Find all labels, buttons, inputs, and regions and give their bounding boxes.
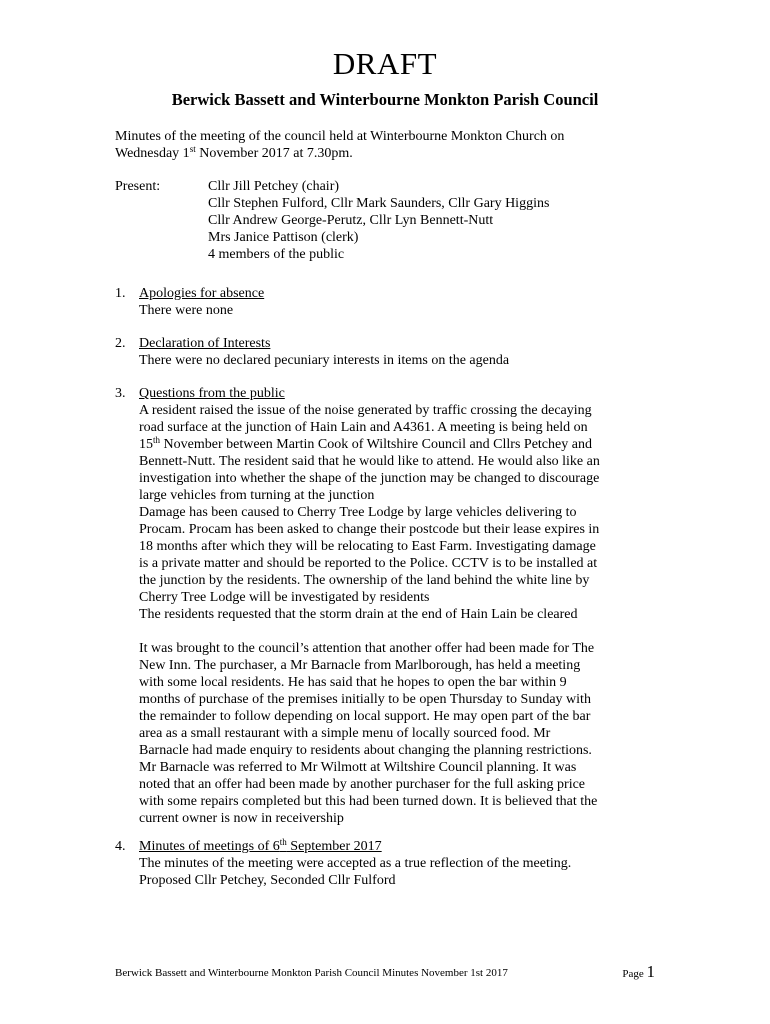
- heading-post: September 2017: [286, 839, 382, 854]
- present-name: 4 members of the public: [208, 247, 345, 262]
- item-line: the remainder to follow depending on local support. He may open part of the bar: [139, 709, 591, 724]
- page-label: Page: [622, 968, 647, 980]
- item-heading: Apologies for absence: [139, 286, 265, 301]
- item-text: There were none: [139, 303, 234, 318]
- item-line: Mr Barnacle was referred to Mr Wilmott at Wiltshire Council planning. It was: [139, 760, 577, 775]
- item-line: A resident raised the issue of the noise generated by traffic crossing the decaying: [139, 403, 592, 418]
- intro-line-1: Minutes of the meeting of the council held at Winterbourne Monkton Church on: [115, 129, 565, 144]
- item-line: months of purchase of the premises initially to be open Thursday to Sunday with: [139, 692, 591, 707]
- item-line: area as a small restaurant with a simple menu of locally sourced food. Mr: [139, 726, 551, 741]
- item-number: 4.: [115, 839, 126, 854]
- item-line: [139, 436, 659, 453]
- date-sup: th: [153, 435, 161, 445]
- present-label: Present:: [115, 179, 161, 194]
- heading-sup: th: [279, 837, 287, 847]
- intro-date-pre: Wednesday 1: [115, 146, 190, 161]
- item-line: 18 months after which they will be relocating to East Farm. Investigating damage: [139, 539, 596, 554]
- draft-heading: DRAFT: [332, 46, 438, 81]
- item-body: [139, 385, 659, 827]
- item-line: the junction by the residents. The ownership of the land behind the white line by: [139, 573, 590, 588]
- item-text: There were no declared pecuniary interests in items on the agenda: [139, 353, 510, 368]
- item-body: [139, 838, 659, 889]
- item-number: 1.: [115, 286, 126, 301]
- page-number-value: 1: [646, 962, 655, 981]
- council-title: Berwick Bassett and Winterbourne Monkton Parish Council: [171, 90, 599, 109]
- item-line: current owner is now in receivership: [139, 811, 344, 826]
- item-line: is a private matter and should be reported to the Police. CCTV is to be installed at: [139, 556, 598, 571]
- present-name: Cllr Stephen Fulford, Cllr Mark Saunders, Cllr Gary Higgins: [208, 196, 550, 211]
- item-line: road surface at the junction of Hain Lain and A4361. A meeting is being held on: [139, 420, 588, 435]
- item-line: with some local residents. He has said that he hopes to open the bar within 9: [139, 675, 567, 690]
- heading-pre: Minutes of meetings of 6: [139, 839, 280, 854]
- item-heading: [139, 838, 659, 855]
- item-line: Procam. Procam has been asked to change their postcode but their lease expires in: [139, 522, 600, 537]
- date-post: November between Martin Cook of Wiltshire Council and Cllrs Petchey and: [160, 437, 592, 452]
- paragraph-gap: [139, 623, 659, 640]
- page-number: [622, 962, 655, 982]
- item-number: 3.: [115, 386, 126, 401]
- item-body: [139, 285, 659, 319]
- item-heading: Declaration of Interests: [139, 336, 271, 351]
- item-line: Bennett-Nutt. The resident said that he would like to attend. He would also like an: [139, 454, 600, 469]
- intro-line-2: [115, 145, 655, 162]
- item-number: 2.: [115, 336, 126, 351]
- item-line: with some repairs completed but this had been turned down. It is believed that the: [139, 794, 598, 809]
- item-line: noted that an offer had been made by another purchaser for the full asking price: [139, 777, 586, 792]
- present-names: [208, 178, 549, 263]
- intro-date-post: November 2017 at 7.30pm.: [195, 146, 353, 161]
- item-line: It was brought to the council’s attention that another offer had been made for The: [139, 641, 595, 656]
- present-name: Mrs Janice Pattison (clerk): [208, 230, 359, 245]
- item-line: large vehicles from turning at the junction: [139, 488, 375, 503]
- item-heading: Questions from the public: [139, 386, 285, 401]
- item-line: investigation into whether the shape of the junction may be changed to discourage: [139, 471, 600, 486]
- present-name: Cllr Andrew George-Perutz, Cllr Lyn Bennett-Nutt: [208, 213, 494, 228]
- item-line: New Inn. The purchaser, a Mr Barnacle from Marlborough, has held a meeting: [139, 658, 581, 673]
- item-line: The residents requested that the storm drain at the end of Hain Lain be cleared: [139, 607, 578, 622]
- intro-date-sup: st: [189, 144, 196, 154]
- item-line: Damage has been caused to Cherry Tree Lodge by large vehicles delivering to: [139, 505, 577, 520]
- item-line: Cherry Tree Lodge will be investigated by residents: [139, 590, 430, 605]
- item-line: The minutes of the meeting were accepted as a true reflection of the meeting.: [139, 856, 572, 871]
- present-name: Cllr Jill Petchey (chair): [208, 179, 340, 194]
- meeting-intro: [115, 128, 655, 162]
- date-pre: 15: [139, 437, 153, 452]
- item-line: Proposed Cllr Petchey, Seconded Cllr Fulford: [139, 873, 396, 888]
- item-body: [139, 335, 659, 369]
- footer-text: Berwick Bassett and Winterbourne Monkton Parish Council Minutes November 1st 2017: [115, 967, 508, 979]
- item-line: Barnacle had made enquiry to residents about changing the planning restrictions.: [139, 743, 592, 758]
